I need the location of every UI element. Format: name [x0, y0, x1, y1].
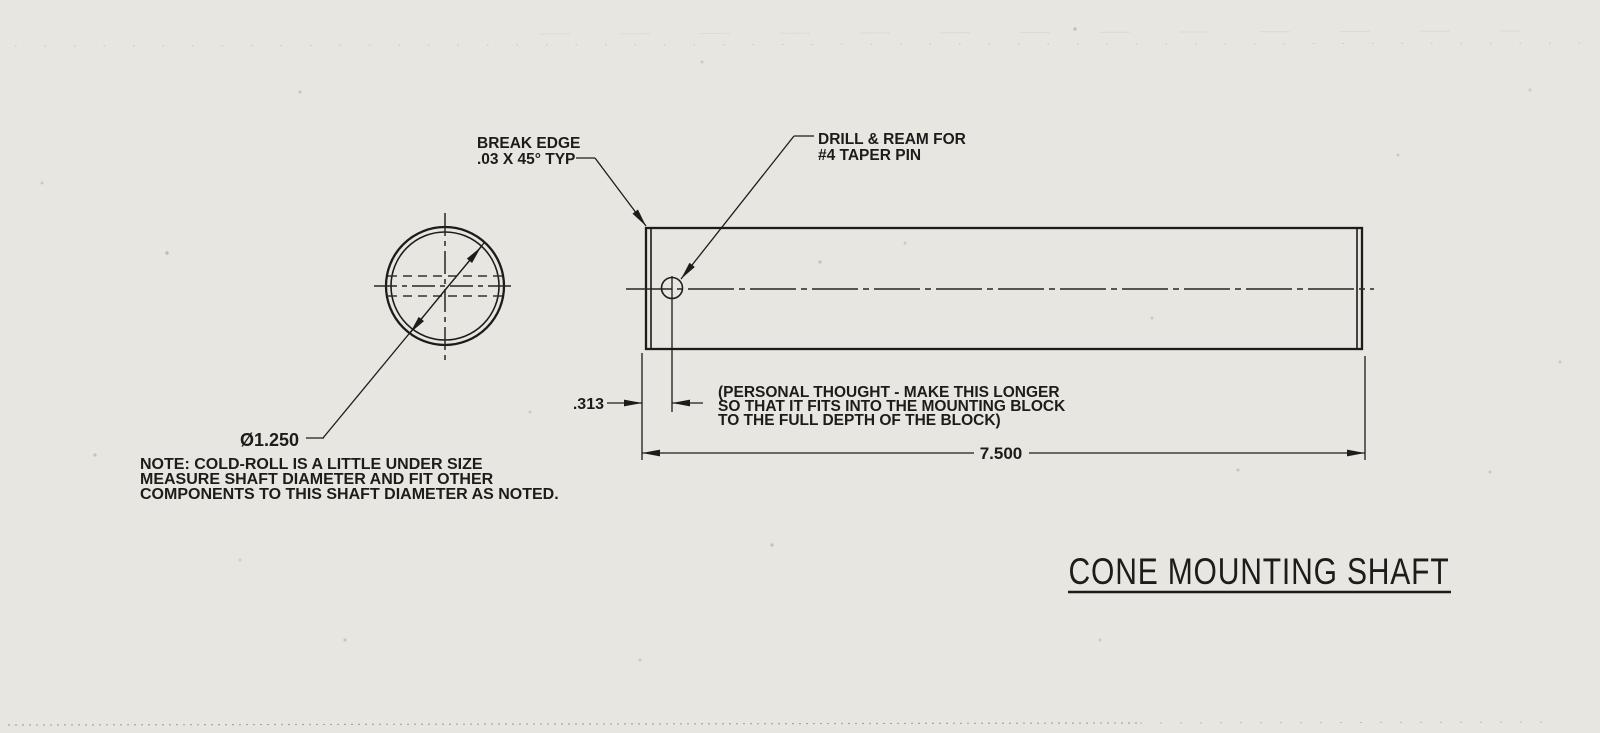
end-view [306, 213, 516, 438]
drill-ream-text-line2: #4 TAPER PIN [818, 147, 922, 164]
material-note-line3: COMPONENTS TO THIS SHAFT DIAMETER AS NOTED. [140, 486, 559, 503]
break-edge-text-line2: .03 X 45° TYP [477, 151, 576, 168]
personal-note-line2: SO THAT IT FITS INTO THE MOUNTING BLOCK [718, 398, 1066, 415]
break-edge-callout [576, 158, 646, 226]
hole-offset-text: .313 [572, 396, 604, 413]
drill-ream-callout [681, 136, 814, 279]
drill-ream-leader-diagonal [681, 136, 794, 279]
drill-ream-text-line1: DRILL & REAM FOR [818, 131, 966, 148]
break-edge-text-line1: BREAK EDGE [477, 135, 581, 152]
diameter-arrow-upper [445, 247, 481, 290]
break-edge-leader-diagonal [595, 158, 646, 226]
diameter-arrow-lower [410, 290, 445, 333]
scan-artifacts [8, 28, 1590, 725]
diameter-dimension-text: Ø1.250 [240, 430, 300, 450]
personal-note-line1: (PERSONAL THOUGHT - MAKE THIS LONGER [718, 384, 1060, 401]
drawing-title: CONE MOUNTING SHAFT [1068, 551, 1450, 592]
overall-length-text: 7.500 [979, 444, 1023, 463]
material-note-line2: MEASURE SHAFT DIAMETER AND FIT OTHER [140, 471, 494, 488]
material-note-line1: NOTE: COLD-ROLL IS A LITTLE UNDER SIZE [140, 456, 483, 473]
personal-note-line3: TO THE FULL DEPTH OF THE BLOCK) [718, 412, 1001, 429]
